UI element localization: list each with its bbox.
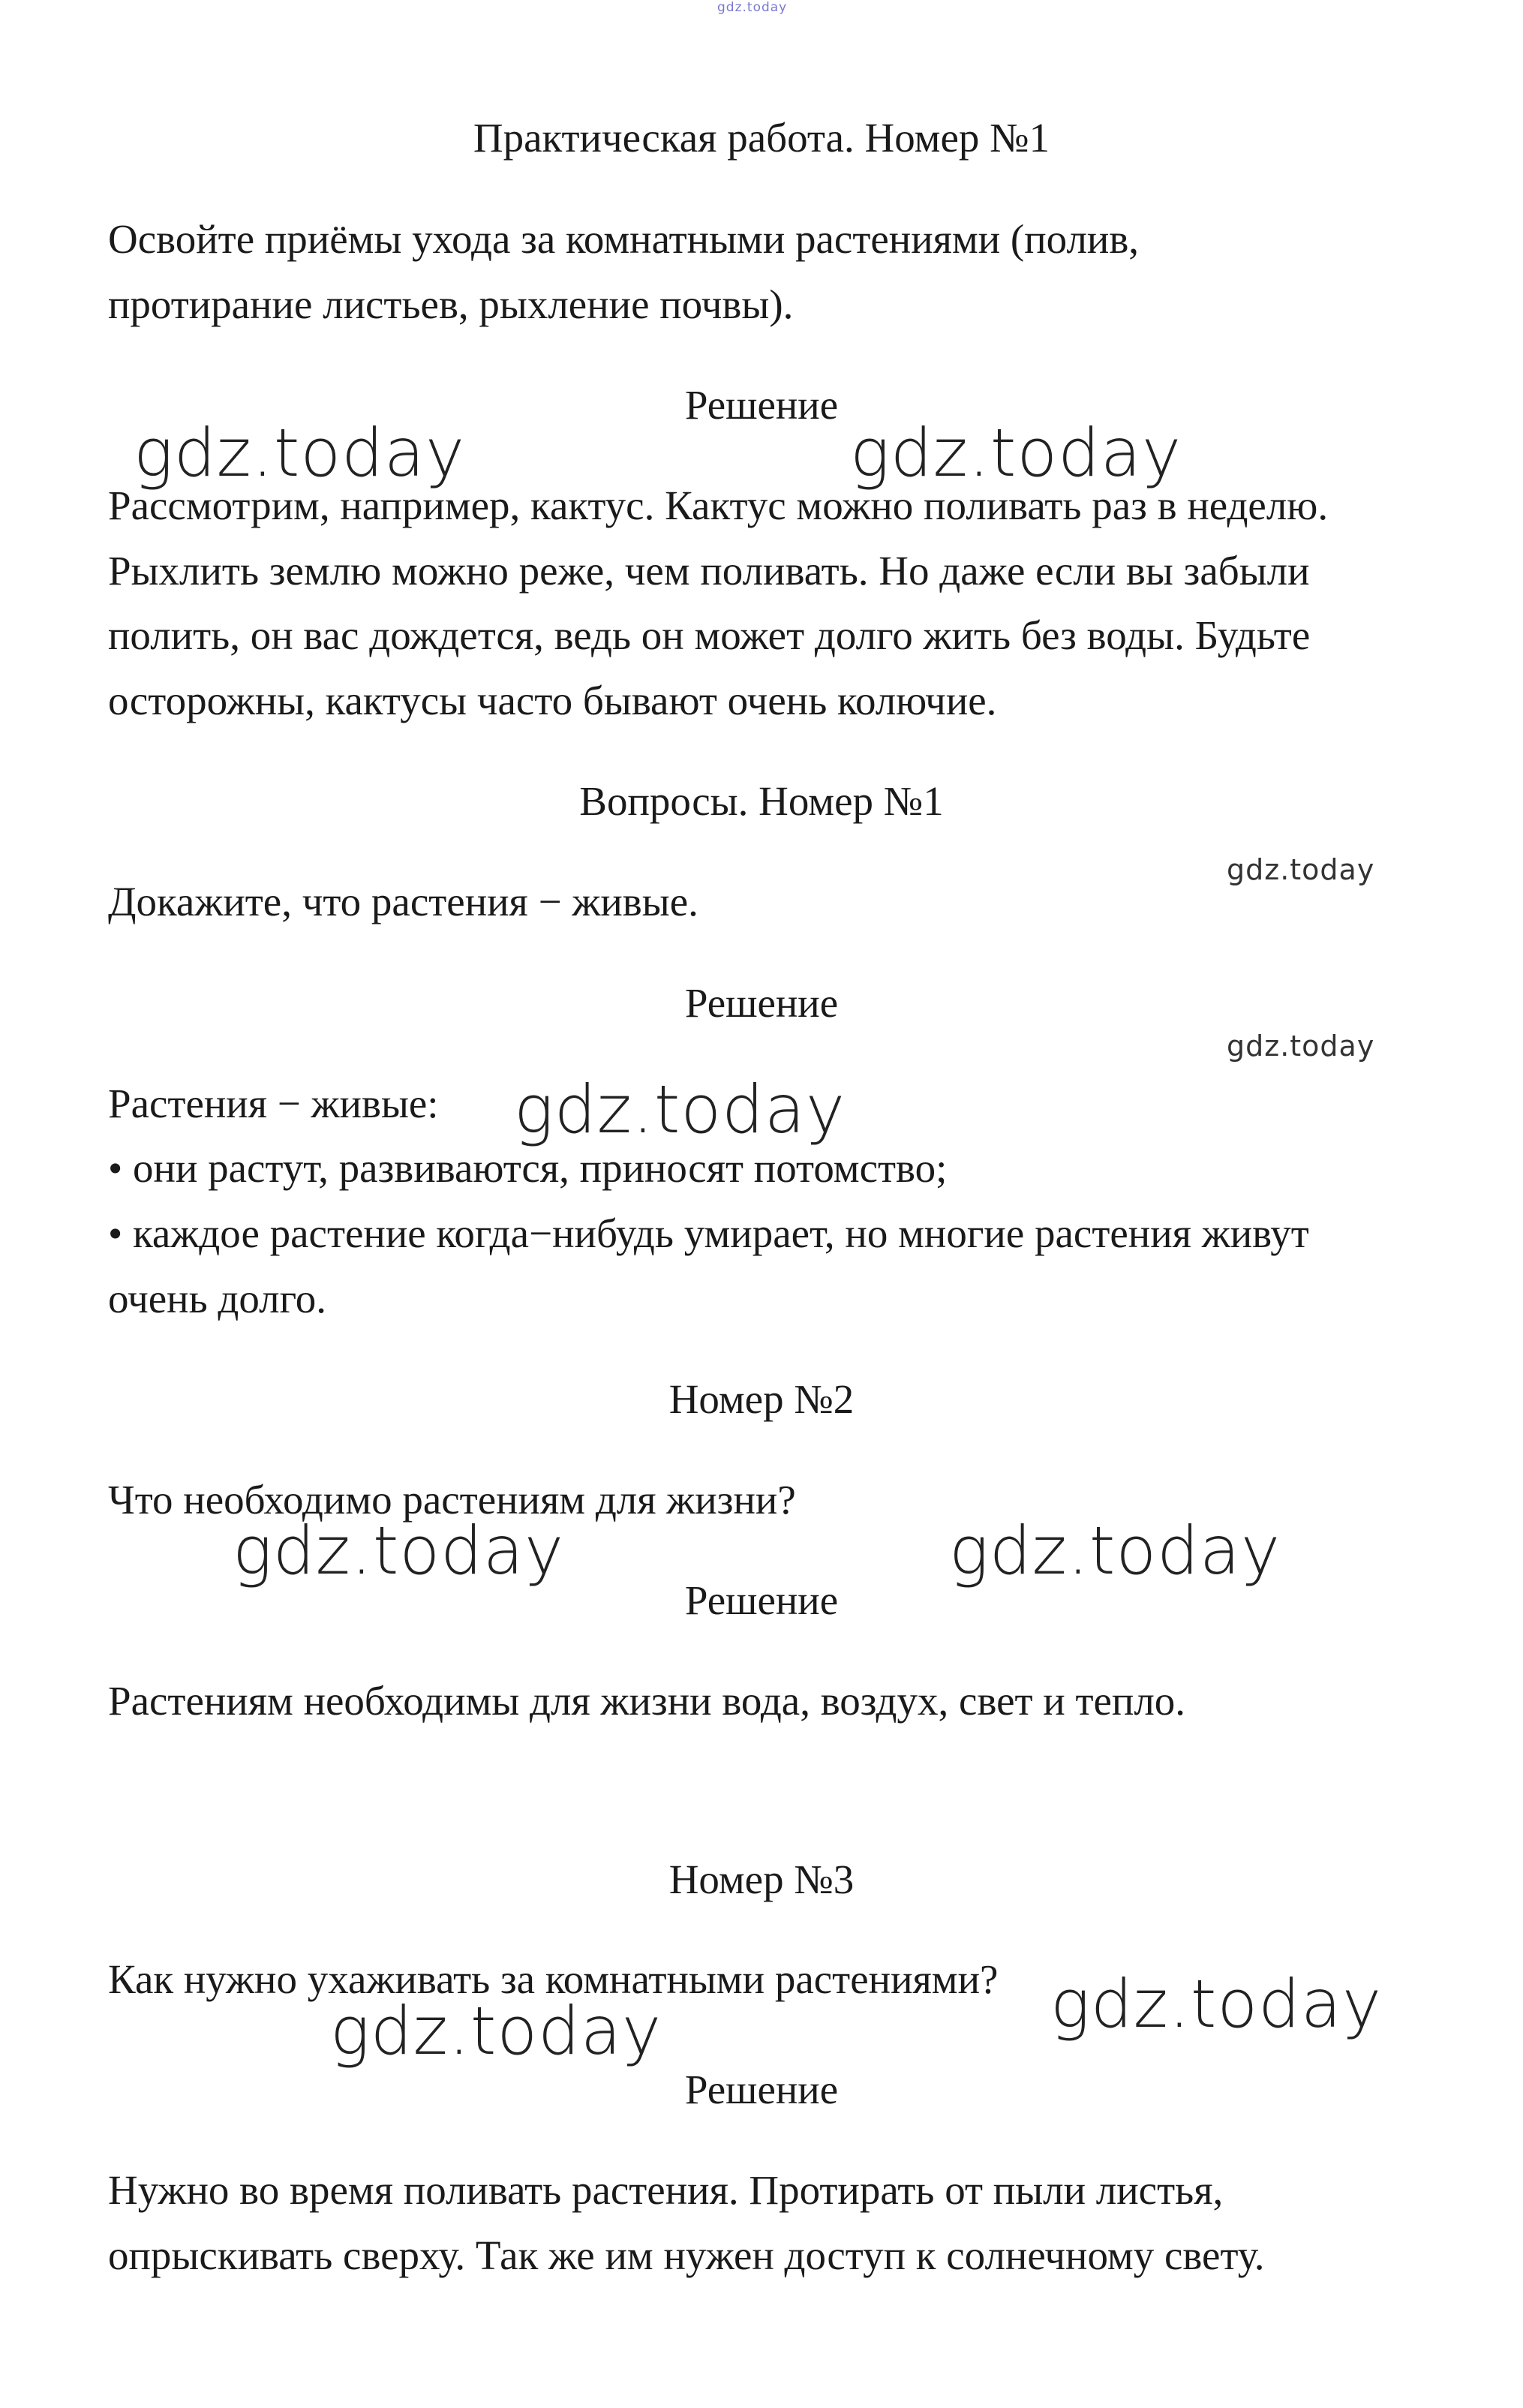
watermark-top: gdz.today: [717, 0, 788, 15]
q3-question: Как нужно ухаживать за комнатными растениями?: [108, 1956, 999, 2002]
practical-task-line-1: Освойте приёмы ухода за комнатными растениями (полив,: [108, 216, 1140, 262]
practical-solution-label: Решение: [684, 382, 839, 428]
q3-title: Номер №3: [668, 1856, 855, 1902]
q2-question: Что необходимо растениям для жизни?: [108, 1477, 796, 1523]
q3-solution-label: Решение: [684, 2067, 839, 2112]
watermark: gdz.today: [1050, 1965, 1383, 2043]
q1-answer-line-2: • они растут, развиваются, приносят потомство;: [108, 1145, 948, 1191]
watermark: gdz.today: [330, 1992, 662, 2070]
q2-solution-label: Решение: [684, 1577, 839, 1623]
q3-answer-line-2: опрыскивать сверху. Так же им нужен доступ к солнечному свету.: [108, 2232, 1265, 2278]
watermark: gdz.today: [134, 414, 466, 492]
practical-title: Практическая работа. Номер №1: [473, 115, 1050, 161]
watermark: gdz.today: [1227, 853, 1375, 886]
watermark: gdz.today: [850, 414, 1182, 492]
q1-answer-line-3: • каждое растение когда−нибудь умирает, но многие растения живут: [108, 1210, 1309, 1256]
practical-task-line-2: протирание листьев, рыхление почвы).: [108, 281, 794, 327]
q2-answer: Растениям необходимы для жизни вода, воздух, свет и тепло.: [108, 1678, 1186, 1724]
practical-answer-line-2: Рыхлить землю можно реже, чем поливать. Но даже если вы забыли: [108, 548, 1310, 594]
practical-answer-line-4: осторожны, кактусы часто бывают очень колючие.: [108, 678, 997, 723]
q1-solution-label: Решение: [684, 980, 839, 1026]
watermark: gdz.today: [233, 1512, 565, 1589]
q1-answer-line-4: очень долго.: [108, 1276, 327, 1321]
practical-answer-line-1: Рассмотрим, например, кактус. Кактус можно поливать раз в неделю.: [108, 483, 1329, 528]
q1-question: Докажите, что растения − живые.: [108, 879, 698, 924]
q1-title: Вопросы. Номер №1: [579, 778, 944, 824]
watermark: gdz.today: [1227, 1030, 1375, 1063]
practical-answer-line-3: полить, он вас дождется, ведь он может долго жить без воды. Будьте: [108, 612, 1311, 658]
watermark: gdz.today: [514, 1071, 846, 1148]
q1-answer-line-1: Растения − живые:: [108, 1081, 439, 1126]
q3-answer-line-1: Нужно во время поливать растения. Протирать от пыли листья,: [108, 2167, 1224, 2213]
watermark: gdz.today: [949, 1512, 1281, 1589]
q2-title: Номер №2: [668, 1376, 855, 1422]
